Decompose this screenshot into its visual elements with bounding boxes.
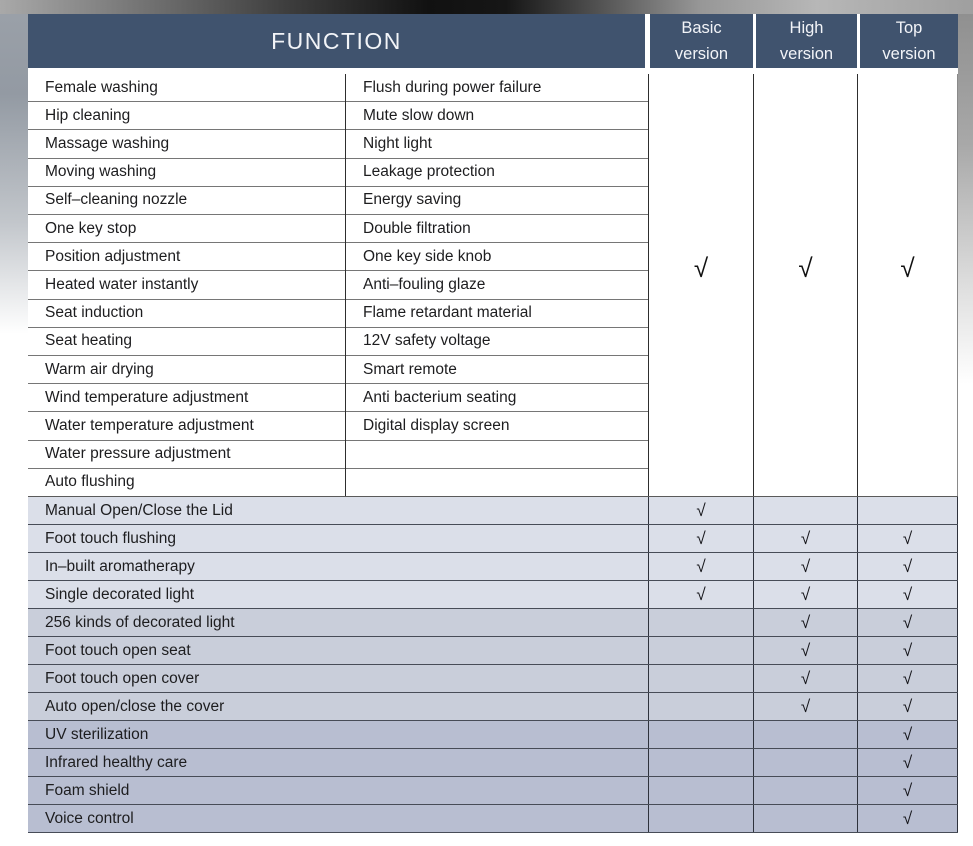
high-check-cell: √ — [753, 553, 857, 580]
high-check-cell — [753, 777, 857, 804]
top-check-cell: √ — [857, 721, 958, 748]
feature-item: Double filtration — [346, 215, 648, 243]
background-left-strip — [0, 14, 28, 334]
feature-item: Digital display screen — [346, 412, 648, 440]
feature-item: Heated water instantly — [28, 271, 345, 299]
basic-check-cell — [648, 777, 753, 804]
basic-check-cell — [648, 693, 753, 720]
high-check-cell: √ — [753, 525, 857, 552]
top-check-cell: √ — [857, 609, 958, 636]
feature-label: Auto open/close the cover — [45, 697, 225, 715]
feature-item-empty — [346, 441, 648, 469]
table-row — [28, 777, 958, 805]
table-row — [28, 805, 958, 833]
basic-check-cell: √ — [648, 553, 753, 580]
comparison-table — [28, 14, 958, 833]
basic-check-cell — [648, 665, 753, 692]
basic-check-cell — [648, 637, 753, 664]
basic-check-cell — [648, 805, 753, 832]
high-check-cell: √ — [753, 609, 857, 636]
table-row — [28, 497, 958, 525]
high-check-cell: √ — [753, 665, 857, 692]
table-row — [28, 553, 958, 581]
feature-item: Anti bacterium seating — [346, 384, 648, 412]
table-row — [28, 581, 958, 609]
top-version-label-line1: Top — [895, 19, 923, 37]
version-features-section — [28, 497, 958, 833]
feature-item: One key side knob — [346, 243, 648, 271]
background-top-strip — [0, 0, 973, 14]
table-row — [28, 525, 958, 553]
feature-item: Hip cleaning — [28, 102, 345, 130]
top-check-cell: √ — [857, 553, 958, 580]
high-check-cell: √ — [753, 637, 857, 664]
top-version-availability-cell — [857, 74, 958, 496]
check-mark: √ — [693, 252, 709, 283]
feature-label: Foam shield — [45, 781, 130, 799]
feature-item: Night light — [346, 130, 648, 158]
feature-item: One key stop — [28, 215, 345, 243]
feature-item: Flush during power failure — [346, 74, 648, 102]
feature-item-empty — [346, 469, 648, 496]
high-check-cell: √ — [753, 693, 857, 720]
feature-label: Foot touch flushing — [45, 529, 176, 547]
table-row — [28, 693, 958, 721]
feature-label: Manual Open/Close the Lid — [45, 501, 233, 519]
feature-item: Water temperature adjustment — [28, 412, 345, 440]
feature-item: Water pressure adjustment — [28, 441, 345, 469]
table-row — [28, 609, 958, 637]
feature-column-left — [28, 74, 345, 496]
top-version-label-line2: version — [882, 45, 936, 63]
check-mark: √ — [798, 252, 813, 283]
table-row — [28, 721, 958, 749]
feature-label: Infrared healthy care — [45, 753, 188, 771]
top-version-header-cell — [860, 14, 958, 68]
basic-check-cell — [648, 609, 753, 636]
top-check-cell: √ — [857, 805, 958, 832]
feature-item: Leakage protection — [346, 159, 648, 187]
high-check-cell — [753, 749, 857, 776]
high-check-cell — [753, 497, 857, 524]
background-right-strip — [958, 14, 973, 384]
feature-label: UV sterilization — [45, 725, 149, 743]
top-check-cell: √ — [857, 665, 958, 692]
feature-column-right — [345, 74, 648, 496]
feature-item: Mute slow down — [346, 102, 648, 130]
feature-label: Single decorated light — [45, 585, 195, 603]
top-check-cell: √ — [857, 693, 958, 720]
table-header-row — [28, 14, 958, 68]
feature-item: Auto flushing — [45, 473, 135, 491]
basic-check-cell: √ — [648, 581, 753, 608]
feature-item: Wind temperature adjustment — [28, 384, 345, 412]
top-check-cell — [857, 497, 958, 524]
basic-version-header-cell — [650, 14, 753, 68]
function-header-label: FUNCTION — [271, 27, 402, 54]
high-version-header-cell — [756, 14, 857, 68]
basic-check-cell — [648, 721, 753, 748]
feature-item: Self–cleaning nozzle — [28, 187, 345, 215]
high-check-cell — [753, 721, 857, 748]
check-mark: √ — [900, 252, 915, 283]
table-row — [28, 637, 958, 665]
top-check-cell: √ — [857, 525, 958, 552]
top-check-cell: √ — [857, 581, 958, 608]
common-features-section — [28, 74, 958, 497]
high-check-cell: √ — [753, 581, 857, 608]
feature-item: Smart remote — [346, 356, 648, 384]
table-row — [28, 749, 958, 777]
feature-label: Foot touch open cover — [45, 669, 200, 687]
feature-item: Female washing — [28, 74, 345, 102]
table-row — [28, 665, 958, 693]
basic-version-availability-cell — [648, 74, 753, 496]
feature-label: Voice control — [45, 809, 134, 827]
feature-item: Warm air drying — [28, 356, 345, 384]
basic-version-label-line1: Basic — [681, 19, 722, 37]
basic-check-cell — [648, 749, 753, 776]
high-version-availability-cell — [753, 74, 857, 496]
top-check-cell: √ — [857, 637, 958, 664]
feature-item: Seat induction — [28, 300, 345, 328]
high-version-label-line1: High — [789, 19, 824, 37]
feature-item: Massage washing — [28, 130, 345, 158]
high-check-cell — [753, 805, 857, 832]
feature-item: Seat heating — [28, 328, 345, 356]
feature-item: Position adjustment — [28, 243, 345, 271]
feature-item: 12V safety voltage — [346, 328, 648, 356]
feature-label: In–built aromatherapy — [45, 557, 195, 575]
feature-item: Flame retardant material — [346, 300, 648, 328]
basic-check-cell: √ — [648, 497, 753, 524]
feature-item: Anti–fouling glaze — [346, 271, 648, 299]
feature-label: Foot touch open seat — [45, 641, 191, 659]
function-header-cell — [28, 14, 645, 68]
top-check-cell: √ — [857, 777, 958, 804]
basic-check-cell: √ — [648, 525, 753, 552]
top-check-cell: √ — [857, 749, 958, 776]
feature-item: Energy saving — [346, 187, 648, 215]
feature-label: 256 kinds of decorated light — [45, 613, 235, 631]
high-version-label-line2: version — [779, 45, 834, 63]
feature-item: Moving washing — [28, 159, 345, 187]
basic-version-label-line2: version — [674, 45, 729, 63]
